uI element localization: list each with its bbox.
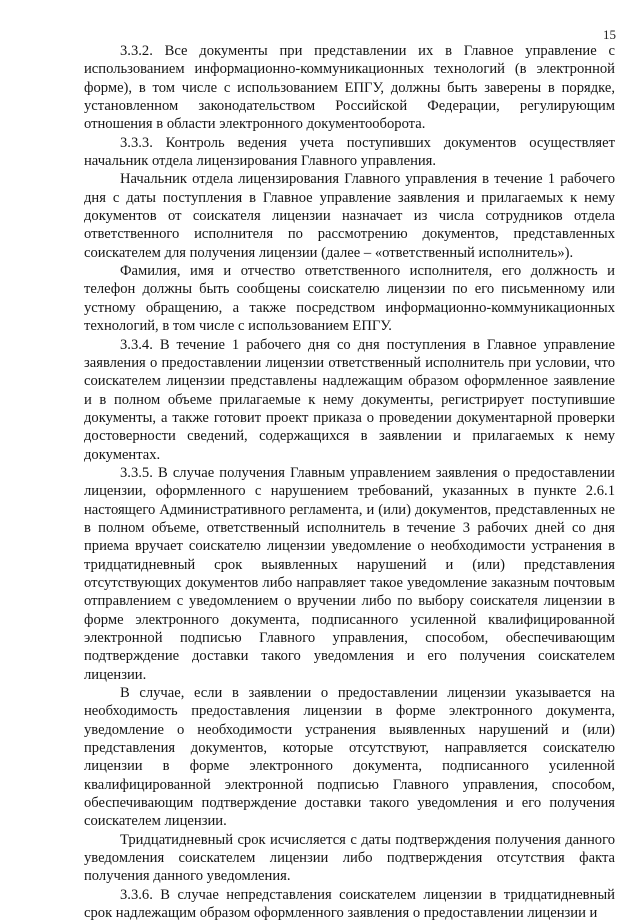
- paragraph-3-3-4: 3.3.4. В течение 1 рабочего дня со дня поступления в Главное управление заявления о предоставлении лицензии ответственный исполнитель при условии, что соискателем лицензии представлены надлежащим образом оформленное заявление и в полном объеме прилагаемые к нему документы, регистрирует поступившие документы, а также готовит проект приказа о проведении документарной проверки достоверности сведений, содержащихся в заявлении и прилагаемых к нему документах.: [84, 336, 615, 463]
- page-number: 15: [603, 27, 616, 42]
- paragraph-3-3-5: 3.3.5. В случае получения Главным управлением заявления о предоставлении лицензии, оформленного с нарушением требований, указанных в пункте 2.6.1 настоящего Административного регламента, и (или) документов, представленных не в полном объеме, ответственный исполнитель в течение 3 рабочих дней со дня приема вручает соискателю лицензии уведомление о необходимости устранения в тридцатидневный срок выявленных нарушений и (или) представления отсутствующих документов либо направляет такое уведомление заказным почтовым отправлением с уведомлением о вручении либо по выбору соискателя лицензии в форме электронного документа, подписанного усиленной квалифицированной электронной подписью Главного управления, способом, обеспечивающим подтверждение доставки такого уведомления и его получения соискателем лицензии.: [84, 464, 615, 683]
- paragraph-thirty-day-term: Тридцатидневный срок исчисляется с даты подтверждения получения данного уведомления соискателем лицензии либо подтверждения отсутствия факта получения данного уведомления.: [84, 831, 615, 885]
- paragraph-3-3-2: 3.3.2. Все документы при представлении их в Главное управление с использованием информационно-коммуникационных технологий (в электронной форме), в том числе с использованием ЕПГУ, должны быть заверены в порядке, установленном законодательством Российской Федерации, регулирующим отношения в области электронного документооборота.: [84, 43, 615, 133]
- document-body: [84, 42, 615, 923]
- paragraph-3-3-6: 3.3.6. В случае непредставления соискателем лицензии в тридцатидневный срок надлежащим образом оформленного заявления о предоставлении лицензии и: [84, 886, 615, 922]
- paragraph-electronic-notice: В случае, если в заявлении о предоставлении лицензии указывается на необходимость предоставления лицензии в форме электронного документа, уведомление о необходимости устранения выявленных нарушений и (или) представления документов, которые отсутствуют, направляется соискателю лицензии в форме электронного документа, подписанного усиленной квалифицированной электронной подписью Главного управления, способом, обеспечивающим подтверждение доставки такого уведомления и его получения соискателем лицензии.: [84, 685, 615, 830]
- paragraph-executor-contact: Фамилия, имя и отчество ответственного исполнителя, его должность и телефон должны быть сообщены соискателю лицензии по его письменному или устному обращению, а также посредством информационно-коммуникационных технологий, в том числе с использованием ЕПГУ.: [84, 263, 615, 335]
- paragraph-3-3-3: 3.3.3. Контроль ведения учета поступивших документов осуществляет начальник отдела лицензирования Главного управления.: [84, 134, 615, 170]
- paragraph-department-head-assignment: Начальник отдела лицензирования Главного управления в течение 1 рабочего дня с даты поступления в Главное управление заявления и прилагаемых к нему документов от соискателя лицензии назначает из числа сотрудников отдела ответственного исполнителя по рассмотрению документов, представленных соискателем для получения лицензии (далее – «ответственный исполнитель»).: [84, 171, 615, 261]
